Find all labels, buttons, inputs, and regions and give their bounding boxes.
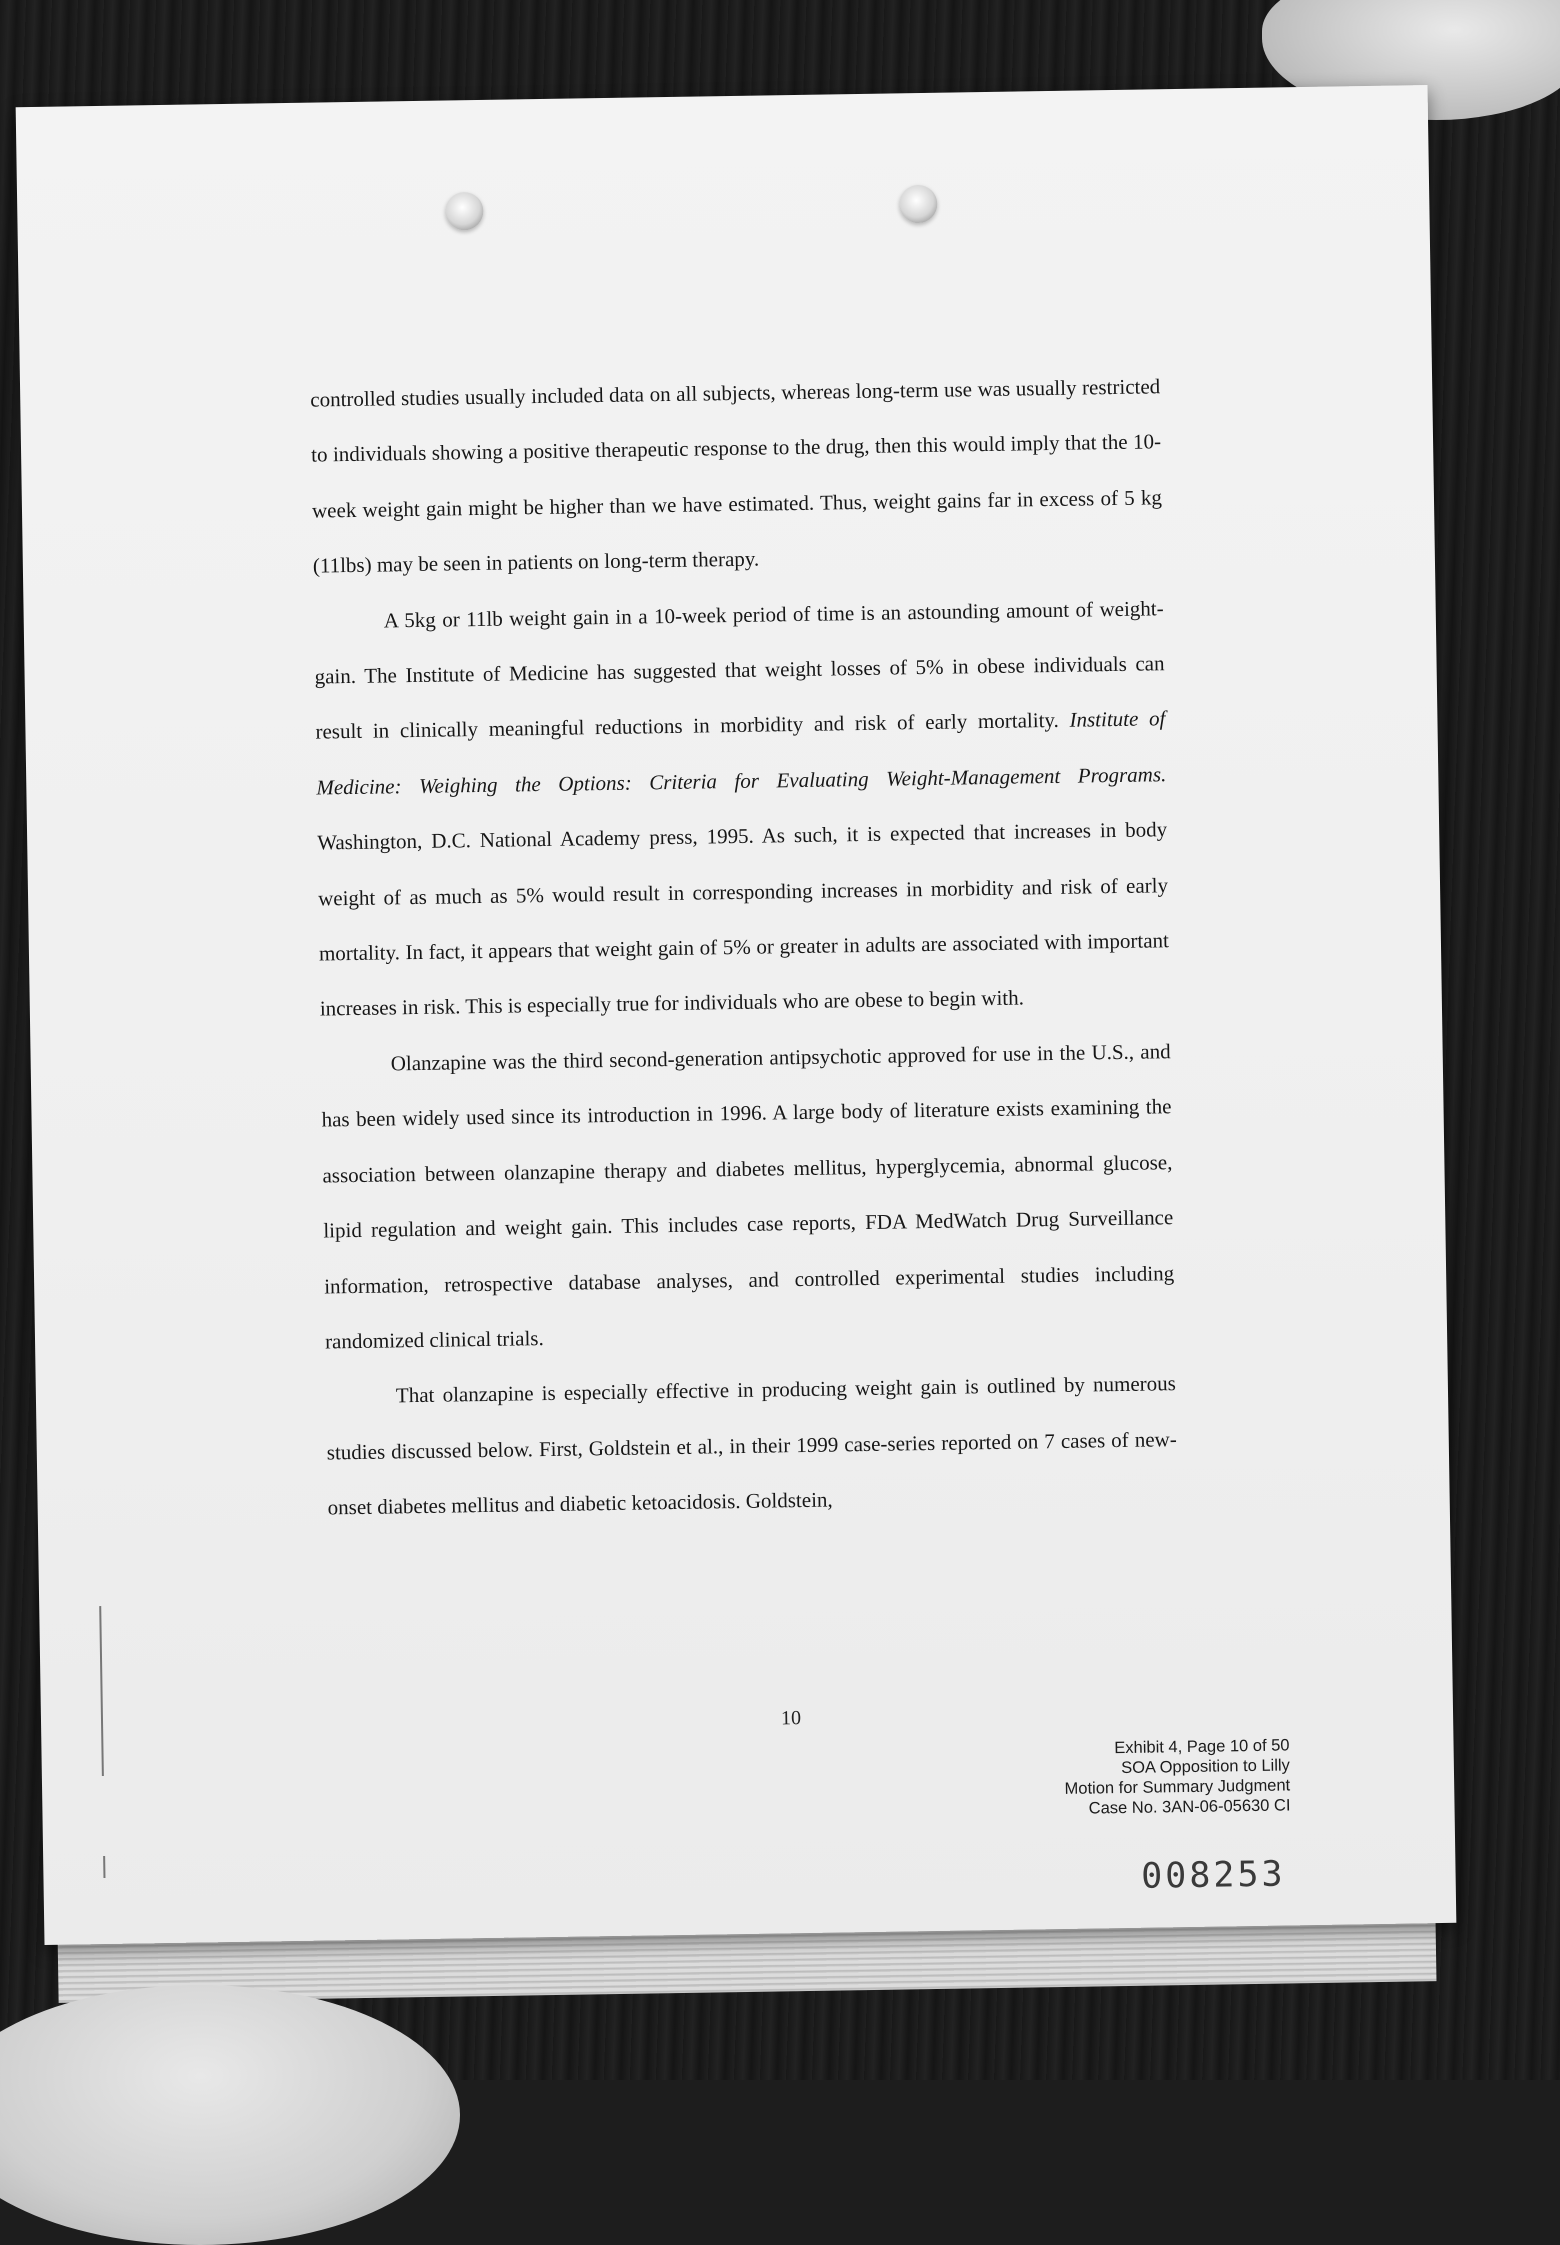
paragraph-1: controlled studies usually included data on all subjects, whereas long-term use was usually restricted to individuals showing a positive therapeutic response to the drug, then this would imply that the 10-week weight gain might be higher than we have estimated. Thus, weight gains far in excess of 5 kg (11lbs) may be seen in patients on long-term therapy.	[310, 374, 1163, 578]
paragraph-2-text-b: Washington, D.C. National Academy press, 1995. As such, it is expected that increases in body weight of as much as 5% would result in corresponding increases in morbidity and risk of early mortality. In fact, it appears that weight gain of 5% or greater in adults are associated with important increases in risk. This is especially true for individuals who are obese to begin with.	[317, 817, 1170, 1022]
punch-hole-right	[899, 185, 938, 224]
punch-hole-left	[445, 192, 484, 231]
exhibit-line-3: Motion for Summary Judgment	[1064, 1776, 1291, 1798]
exhibit-line-1: Exhibit 4, Page 10 of 50	[1114, 1736, 1290, 1758]
paragraph-2	[313, 581, 1170, 1038]
paragraph-2-text-a: A 5kg or 11lb weight gain in a 10-week period of time is an astounding amount of weight-gain. The Institute of Medicine has suggested that weight losses of 5% in obese individuals can result in clinically meaningful reductions in morbidity and risk of early mortality.	[314, 595, 1165, 745]
exhibit-line-4: Case No. 3AN-06-05630 CI	[1088, 1796, 1291, 1818]
exhibit-line-2: SOA Opposition to Lilly	[1120, 1756, 1290, 1778]
paragraph-4: That olanzapine is especially effective in producing weight gain is outlined by numerous studies discussed below. First, Goldstein et al., in their 1999 case-series reported on 7 cases of new-onset diabetes mellitus and diabetic ketoacidosis. Goldstein,	[326, 1371, 1177, 1520]
citation: Institute of Medicine: Weighing the Options: Criteria for Evaluating Weight-Management Programs.	[316, 706, 1167, 800]
margin-line	[99, 1606, 104, 1776]
margin-tick	[103, 1856, 105, 1878]
document-page	[16, 85, 1457, 1945]
page-number: 10	[780, 1707, 802, 1730]
bates-number: 008253	[1140, 1854, 1286, 1897]
exhibit-label	[921, 1735, 1290, 1821]
paragraph-3: Olanzapine was the third second-generation antipsychotic approved for use in the U.S., and has been widely used since its introduction in 1996. A large body of literature exists examining the association between olanzapine therapy and diabetes mellitus, hyperglycemia, abnormal glucose, lipid regulation and weight gain. This includes case reports, FDA MedWatch Drug Surveillance information, retrospective database analyses, and controlled experimental studies including randomized clinical trials.	[321, 1039, 1175, 1354]
body-text	[310, 359, 1178, 1536]
